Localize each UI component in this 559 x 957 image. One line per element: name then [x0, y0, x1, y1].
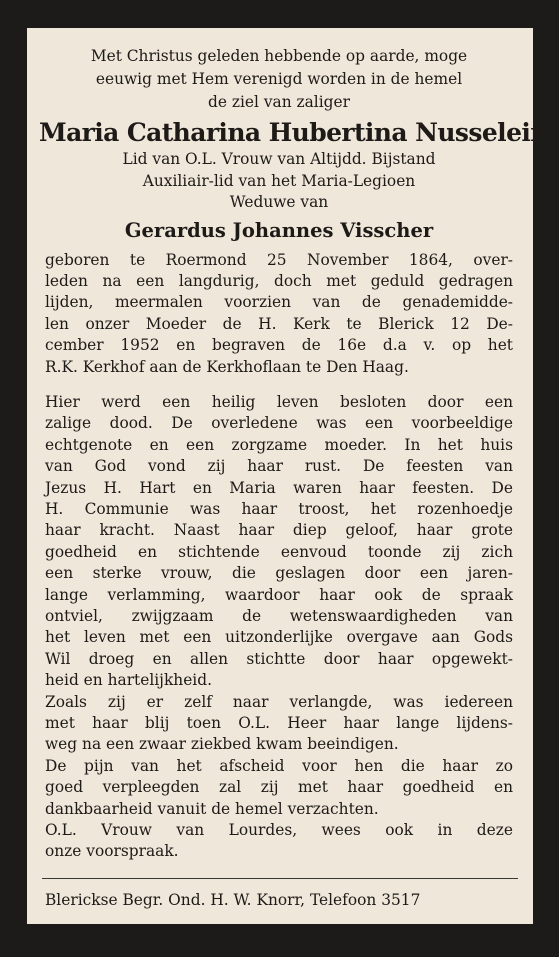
text-line: zalige dood. De overledene was een voorbeeldige — [45, 414, 513, 433]
text-line: De pijn van het afscheid voor hen die haar zo — [45, 756, 513, 775]
text-line: Hier werd een heilig leven besloten door een — [45, 392, 513, 411]
text-line: haar kracht. Naast haar diep geloof, haar grote — [45, 521, 513, 540]
deceased-name: Maria Catharina Hubertina Nusselein — [39, 118, 548, 147]
text-line: van God vond zij haar rust. De feesten van — [45, 457, 513, 476]
footer-divider — [42, 878, 518, 879]
text-line: leden na een langdurig, doch met geduld gedragen — [45, 271, 513, 290]
text-line: O.L. Vrouw van Lourdes, wees ook in deze — [45, 821, 513, 840]
role-line: Lid van O.L. Vrouw van Altijdd. Bijstand — [122, 150, 436, 168]
text-line: R.K. Kerkhof aan de Kerkhoflaan te Den Haag. — [45, 357, 409, 376]
text-line: goedheid en stichtende eenvoud toonde zij zich — [45, 542, 513, 561]
text-line: het leven met een uitzonderlijke overgave aan Gods — [45, 628, 513, 647]
intro-line: eeuwig met Hem verenigd worden in de hemel — [95, 70, 463, 88]
biography-paragraph — [45, 250, 513, 378]
text-line: geboren te Roermond 25 November 1864, over- — [45, 250, 513, 269]
text-line: heid en hartelijkheid. — [45, 671, 212, 690]
text-line: Wil droeg en allen stichtte door haar opgewekt- — [45, 649, 513, 668]
text-line: lange verlamming, waardoor haar ook de spraak — [45, 585, 513, 604]
text-line: cember 1952 en begraven de 16e d.a v. op het — [45, 336, 513, 355]
text-line: len onzer Moeder de H. Kerk te Blerick 12 De- — [45, 314, 513, 333]
text-line: Jezus H. Hart en Maria waren haar feesten. De — [45, 478, 513, 497]
text-line: met haar blij toen O.L. Heer haar lange lijdens- — [45, 714, 513, 733]
printer-footer: Blerickse Begr. Ond. H. W. Knorr, Telefoon 3517 — [45, 891, 421, 909]
card-paper — [27, 28, 548, 924]
intro-line: Met Christus geleden hebbende op aarde, moge — [90, 47, 468, 65]
text-line: lijden, meermalen voorzien van de genademidde- — [45, 293, 513, 312]
eulogy-paragraph — [45, 392, 513, 863]
text-line: H. Communie was haar troost, het rozenhoedje — [45, 499, 513, 518]
text-line: echtgenote en een zorgzame moeder. In het huis — [45, 435, 513, 454]
intro-text — [45, 45, 513, 114]
text-line: Zoals zij er zelf naar verlangde, was iedereen — [45, 692, 513, 711]
text-line: ontviel, zwijgzaam de wetenswaardigheden van — [45, 607, 513, 625]
text-line: onze voorspraak. — [45, 842, 179, 861]
spouse-name: Gerardus Johannes Visscher — [124, 218, 434, 242]
text-line: dankbaarheid vanuit de hemel verzachten. — [45, 799, 379, 818]
role-line: Weduwe van — [229, 193, 329, 211]
intro-line: de ziel van zaliger — [208, 93, 350, 111]
text-line: goed verpleegden zal zij met haar goedheid en — [45, 778, 513, 797]
role-line: Auxiliair-lid van het Maria-Legioen — [142, 171, 416, 190]
text-line: weg na een zwaar ziekbed kwam beeindigen. — [45, 735, 399, 754]
text-line: een sterke vrouw, die geslagen door een jaren- — [45, 564, 513, 583]
